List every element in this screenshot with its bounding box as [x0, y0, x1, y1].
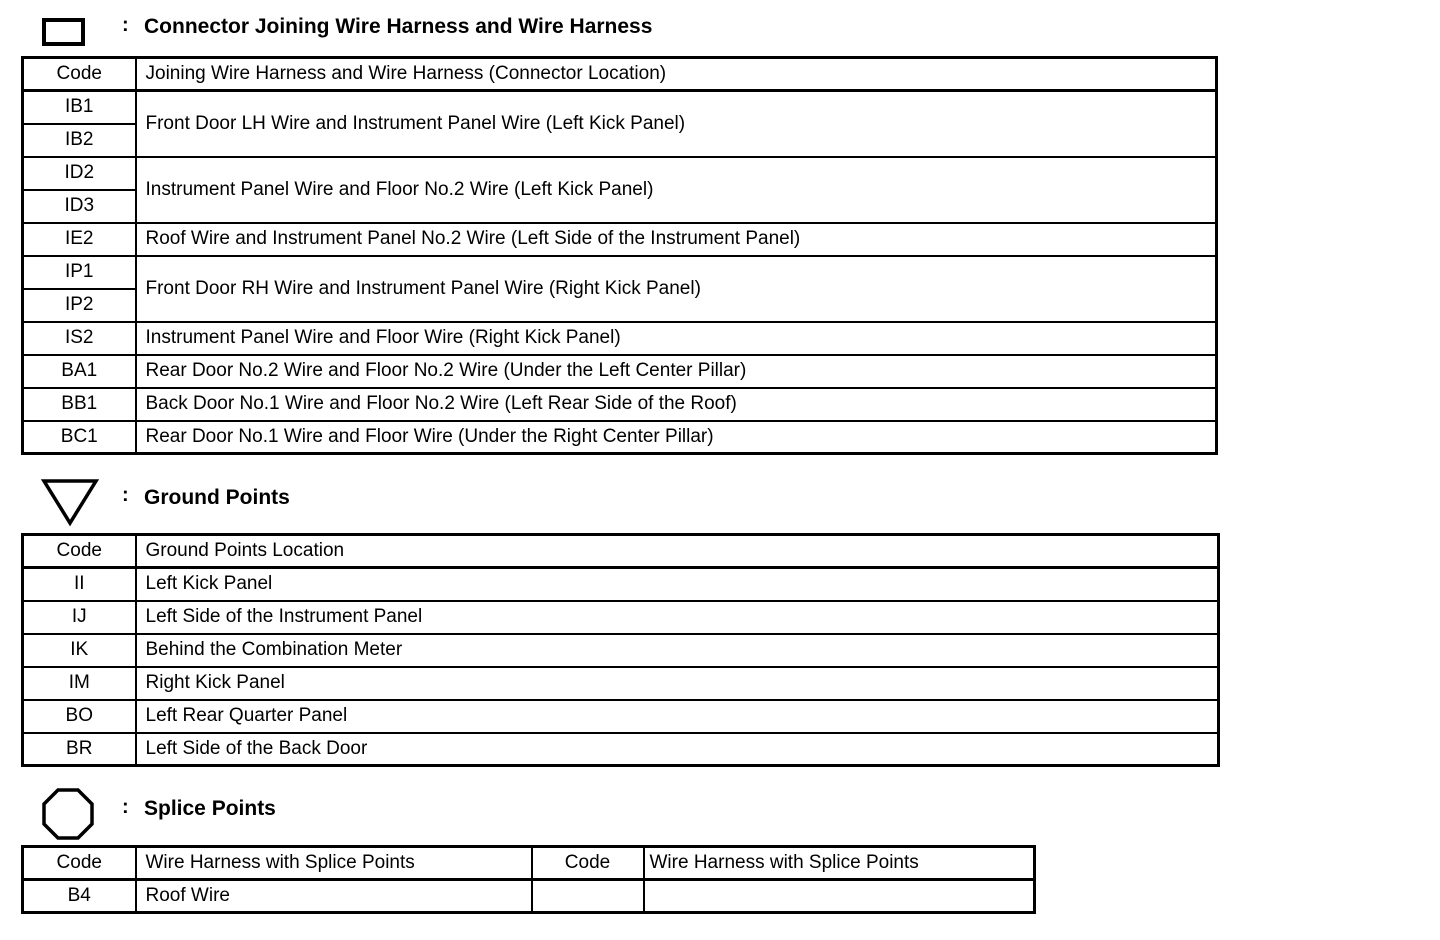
connector-code: IP2: [23, 289, 136, 322]
splice-header-desc: Wire Harness with Splice Points: [136, 847, 532, 880]
splice-section-title: Splice Points: [144, 797, 276, 820]
splice-table: [21, 845, 1036, 914]
connector-code: IB1: [23, 91, 136, 124]
connector-desc: Rear Door No.1 Wire and Floor Wire (Under the Right Center Pillar): [136, 421, 1217, 454]
octagon-icon: [40, 786, 96, 842]
connector-table: [21, 56, 1218, 455]
ground-header-row: [23, 535, 1219, 568]
ground-code: II: [23, 568, 136, 601]
ground-desc: Left Side of the Back Door: [136, 733, 1219, 766]
table-row: [23, 91, 1217, 124]
connector-header-row: [23, 58, 1217, 91]
connector-code: IB2: [23, 124, 136, 157]
ground-colon: :: [122, 484, 129, 506]
table-row: [23, 223, 1217, 256]
table-row: [23, 634, 1219, 667]
table-row: [23, 568, 1219, 601]
ground-code: BR: [23, 733, 136, 766]
connector-colon: :: [122, 14, 129, 36]
connector-desc: Instrument Panel Wire and Floor No.2 Wire (Left Kick Panel): [136, 157, 1217, 223]
splice-header-code: Code: [23, 847, 136, 880]
ground-desc: Left Kick Panel: [136, 568, 1219, 601]
connector-header-code: Code: [23, 58, 136, 91]
ground-code: IJ: [23, 601, 136, 634]
square-icon: [40, 14, 86, 48]
ground-header-code: Code: [23, 535, 136, 568]
splice-section-header: [40, 786, 540, 836]
ground-code: IM: [23, 667, 136, 700]
ground-desc: Right Kick Panel: [136, 667, 1219, 700]
triangle-down-icon: [40, 476, 100, 528]
ground-code: IK: [23, 634, 136, 667]
table-row: [23, 388, 1217, 421]
ground-code: BO: [23, 700, 136, 733]
connector-code: BC1: [23, 421, 136, 454]
connector-desc: Roof Wire and Instrument Panel No.2 Wire (Left Side of the Instrument Panel): [136, 223, 1217, 256]
splice-colon: :: [122, 796, 129, 818]
connector-code: BB1: [23, 388, 136, 421]
connector-code: IS2: [23, 322, 136, 355]
connector-desc: Front Door LH Wire and Instrument Panel Wire (Left Kick Panel): [136, 91, 1217, 157]
splice-header-desc: Wire Harness with Splice Points: [644, 847, 1035, 880]
ground-table: [21, 533, 1220, 767]
ground-header-desc: Ground Points Location: [136, 535, 1219, 568]
table-row: [23, 601, 1219, 634]
table-row: [23, 421, 1217, 454]
table-row: [23, 880, 1035, 913]
table-row: [23, 322, 1217, 355]
connector-desc: Front Door RH Wire and Instrument Panel Wire (Right Kick Panel): [136, 256, 1217, 322]
connector-code: ID2: [23, 157, 136, 190]
splice-header-code: Code: [532, 847, 644, 880]
connector-code: ID3: [23, 190, 136, 223]
connector-desc: Rear Door No.2 Wire and Floor No.2 Wire (Under the Left Center Pillar): [136, 355, 1217, 388]
connector-section-title: Connector Joining Wire Harness and Wire Harness: [144, 15, 653, 38]
table-row: [23, 733, 1219, 766]
connector-code: IE2: [23, 223, 136, 256]
table-row: [23, 157, 1217, 190]
table-row: [23, 355, 1217, 388]
splice-header-row: [23, 847, 1035, 880]
splice-desc: Roof Wire: [136, 880, 532, 913]
ground-desc: Behind the Combination Meter: [136, 634, 1219, 667]
splice-desc: [644, 880, 1035, 913]
connector-code: BA1: [23, 355, 136, 388]
ground-section-header: [40, 476, 540, 526]
ground-section-title: Ground Points: [144, 486, 290, 509]
connector-header-desc: Joining Wire Harness and Wire Harness (Connector Location): [136, 58, 1217, 91]
connector-code: IP1: [23, 256, 136, 289]
splice-code: B4: [23, 880, 136, 913]
table-row: [23, 667, 1219, 700]
table-row: [23, 700, 1219, 733]
ground-desc: Left Side of the Instrument Panel: [136, 601, 1219, 634]
ground-desc: Left Rear Quarter Panel: [136, 700, 1219, 733]
connector-desc: Back Door No.1 Wire and Floor No.2 Wire (Left Rear Side of the Roof): [136, 388, 1217, 421]
connector-desc: Instrument Panel Wire and Floor Wire (Right Kick Panel): [136, 322, 1217, 355]
table-row: [23, 256, 1217, 289]
splice-code: [532, 880, 644, 913]
connector-section-header: [40, 10, 840, 60]
